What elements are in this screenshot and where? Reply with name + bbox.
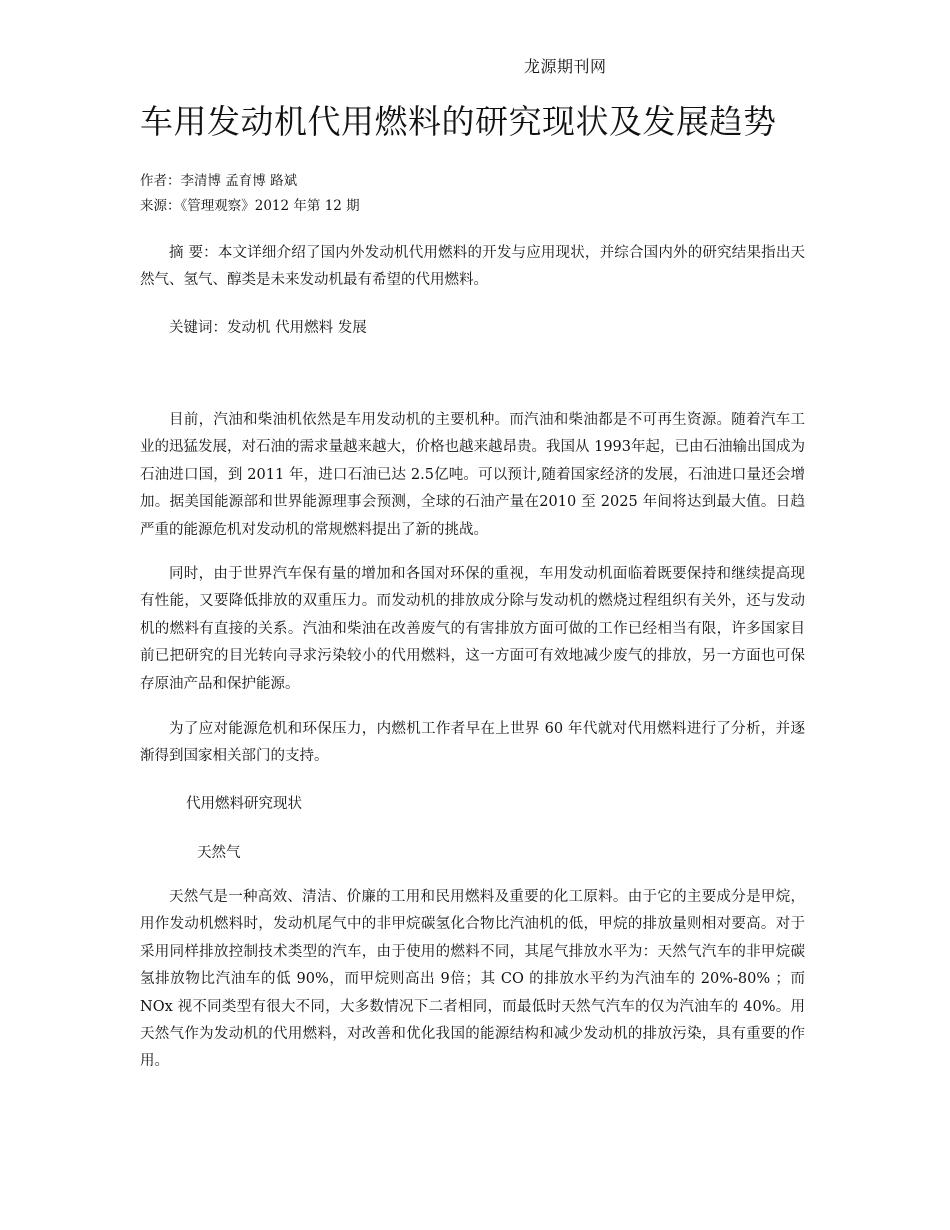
author-line: 作者：李清博 孟育博 路斌	[140, 173, 298, 189]
body-paragraph-gas: 天然气是一种高效、清洁、价廉的工用和民用燃料及重要的化工原料。由于它的主要成分是甲烷，用作发动机燃料时，发动机尾气中的非甲烷碳氢化合物比汽油机的低，甲烷的排放量则相对要高。对于采用同样排放控制技术类型的汽车，由于使用的燃料不同，其尾气排放水平为：天然气汽车的非甲烷碳氢排放物比汽油车的低 90%，而甲烷则高出 9倍；其 CO 的排放水平约为汽油车的 20%-80% ；而 NOx 视不同类型有很大不同，大多数情况下二者相同，而最低时天然气汽车的仅为汽油车的 40%。用天然气作为发动机的代用燃料，对改善和优化我国的能源结构和减少发动机的排放污染，具有重要的作用。	[140, 889, 805, 1070]
keywords: 关键词：发动机 代用燃料 发展	[169, 320, 367, 336]
site-name: 龙源期刊网	[524, 57, 607, 76]
body-paragraph-3: 为了应对能源危机和环保压力，内燃机工作者早在上世界 60 年代就对代用燃料进行了分析，并逐渐得到国家相关部门的支持。	[140, 721, 805, 765]
article-title: 车用发动机代用燃料的研究现状及发展趋势	[140, 102, 777, 141]
body-paragraph-1: 目前，汽油和柴油机依然是车用发动机的主要机种。而汽油和柴油都是不可再生资源。随着汽车工业的迅猛发展，对石油的需求量越来越大，价格也越来越昂贵。我国从 1993年起，已由石油输出国成为石油进口国，到 2011 年，进口石油已达 2.5亿吨。可以预计,随着国家经济的发展，石油进口量还会增加。据美国能源部和世界能源理事会预测，全球的石油产量在2010 至 2025 年间将达到最大值。日趋严重的能源危机对发动机的常规燃料提出了新的挑战。	[140, 412, 806, 538]
abstract: 摘 要：本文详细介绍了国内外发动机代用燃料的开发与应用现状，并综合国内外的研究结果指出天然气、氢气、醇类是未来发动机最有希望的代用燃料。	[140, 245, 805, 289]
source-line: 来源：《管理观察》2012 年第 12 期	[140, 198, 360, 214]
section-heading: 代用燃料研究现状	[186, 796, 302, 812]
subsection-heading: 天然气	[197, 845, 241, 861]
body-paragraph-2: 同时，由于世界汽车保有量的增加和各国对环保的重视，车用发动机面临着既要保持和继续提高现有性能，又要降低排放的双重压力。而发动机的排放成分除与发动机的燃烧过程组织有关外，还与发动机的燃料有直接的关系。汽油和柴油在改善废气的有害排放方面可做的工作已经相当有限，许多国家目前已把研究的目光转向寻求污染较小的代用燃料，这一方面可有效地减少废气的排放，另一方面也可保存原油产品和保护能源。	[140, 566, 805, 692]
